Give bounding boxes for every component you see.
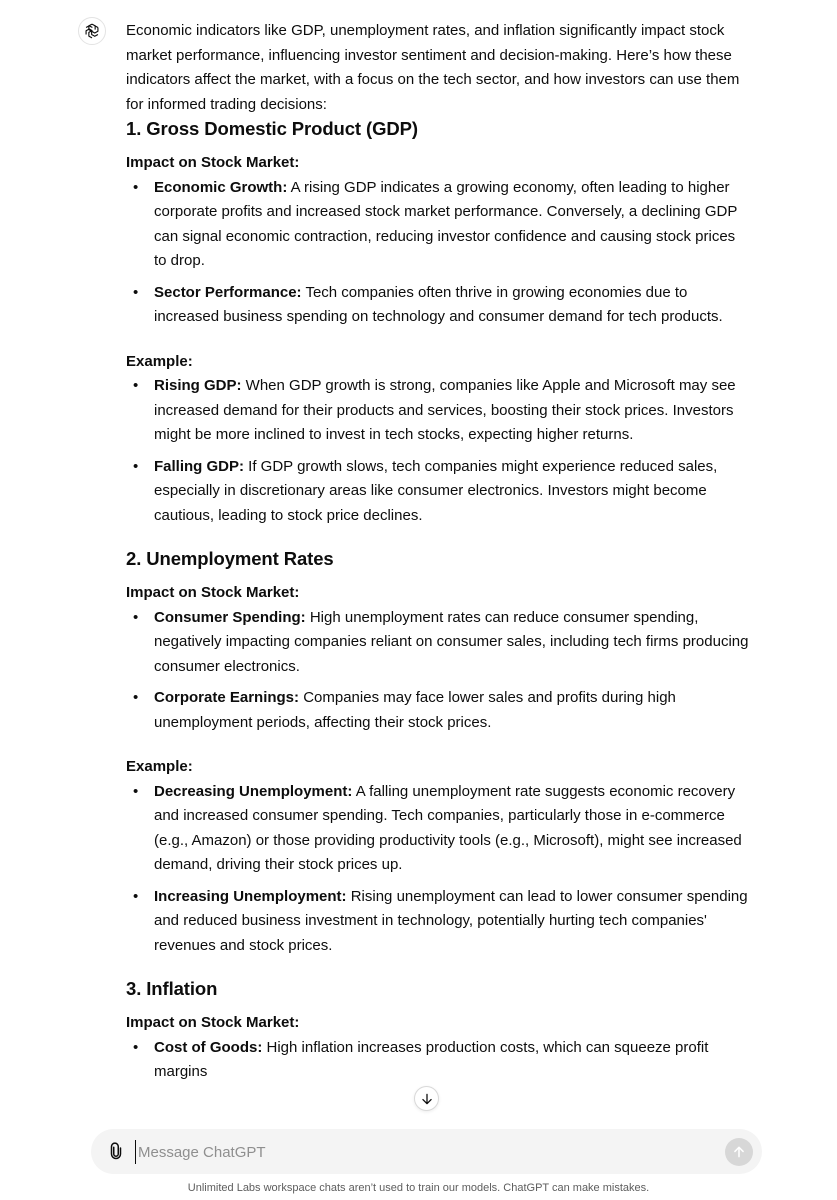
send-button[interactable] <box>725 1138 753 1166</box>
intro-paragraph: Economic indicators like GDP, unemployment rates, and inflation significantly impact stock market performance, influencing investor sentiment and decision-making. Here’s how these indicators affect the market, with a focus on the tech sector, and how investors can use them for informed trading decisions: <box>126 22 740 113</box>
item-text: Companies may face lower sales and profits during high unemployment periods, affecting their stock prices. <box>154 689 676 731</box>
scroll-to-bottom-button[interactable] <box>414 1086 439 1111</box>
item-text: High unemployment rates can reduce consumer spending, negatively impacting companies reliant on consumer sales, including tech firms producing consumer electronics. <box>154 608 749 675</box>
item-text: Tech companies often thrive in growing economies due to increased business spending on technology and consumer demand for tech products. <box>154 283 723 325</box>
message-input[interactable] <box>135 1140 715 1164</box>
section-heading: 2. Unemployment Rates <box>126 548 334 569</box>
example-list <box>126 374 751 528</box>
list-item <box>126 1036 751 1085</box>
example-list <box>126 780 751 959</box>
list-item <box>126 686 751 735</box>
item-term: Increasing Unemployment: <box>154 887 347 905</box>
assistant-message <box>126 19 751 1092</box>
section-heading: 3. Inflation <box>126 978 218 999</box>
paperclip-icon <box>107 1141 125 1161</box>
item-text: A rising GDP indicates a growing economy, often leading to higher corporate profits and increased stock market performance. Conversely, a declining GDP can signal economic contraction, reducing investor confidence and causing stock prices to drop. <box>154 178 738 269</box>
item-term: Sector Performance: <box>154 283 302 301</box>
list-item <box>126 780 751 878</box>
assistant-avatar <box>78 17 106 45</box>
disclaimer-text: Unlimited Labs workspace chats aren’t used to train our models. ChatGPT can make mistakes. <box>187 1182 650 1194</box>
item-term: Rising GDP: <box>154 377 242 394</box>
example-label: Example: <box>126 758 193 775</box>
item-term: Falling GDP: <box>154 457 244 475</box>
item-text: If GDP growth slows, tech companies might experience reduced sales, especially in discretionary areas like consumer electronics. Investors might become cautious, leading to stock price declines. <box>154 457 718 524</box>
impact-label: Impact on Stock Market: <box>126 154 300 171</box>
item-term: Cost of Goods: <box>154 1038 263 1056</box>
list-item <box>126 281 751 330</box>
list-item <box>126 606 751 680</box>
item-term: Decreasing Unemployment: <box>154 782 353 800</box>
impact-list <box>126 1036 751 1085</box>
item-text: High inflation increases production costs, which can squeeze profit margins <box>154 1038 709 1080</box>
list-item <box>126 885 751 959</box>
example-label: Example: <box>126 352 193 370</box>
item-term: Consumer Spending: <box>154 608 306 626</box>
item-text: When GDP growth is strong, companies like Apple and Microsoft may see increased demand for their products and services, boosting their stock prices. Investors might be more inclined to invest in tech stocks, expecting higher returns. <box>154 377 736 443</box>
message-composer <box>91 1129 762 1174</box>
list-item <box>126 176 751 274</box>
impact-list <box>126 606 751 736</box>
section-heading: 1. Gross Domestic Product (GDP) <box>126 118 418 139</box>
item-text: Rising unemployment can lead to lower consumer spending and reduced business investment in technology, potentially hurting tech companies' revenues and stock prices. <box>154 887 748 954</box>
impact-label: Impact on Stock Market: <box>126 1014 300 1031</box>
impact-label: Impact on Stock Market: <box>126 584 300 601</box>
list-item <box>126 455 751 529</box>
list-item <box>126 374 751 448</box>
item-term: Corporate Earnings: <box>154 689 300 706</box>
item-text: A falling unemployment rate suggests economic recovery and increased consumer spending. Tech companies, particularly those in e-commerce (e.g., Amazon) or those providing productivity tools (e.g., Microsoft), might see increased demand, driving their stock prices up. <box>154 782 742 873</box>
arrow-down-icon <box>420 1092 434 1106</box>
impact-list <box>126 176 751 330</box>
openai-logo-icon <box>83 22 101 40</box>
attach-button[interactable] <box>105 1140 127 1162</box>
arrow-up-icon <box>732 1145 746 1159</box>
item-term: Economic Growth: <box>154 178 288 196</box>
